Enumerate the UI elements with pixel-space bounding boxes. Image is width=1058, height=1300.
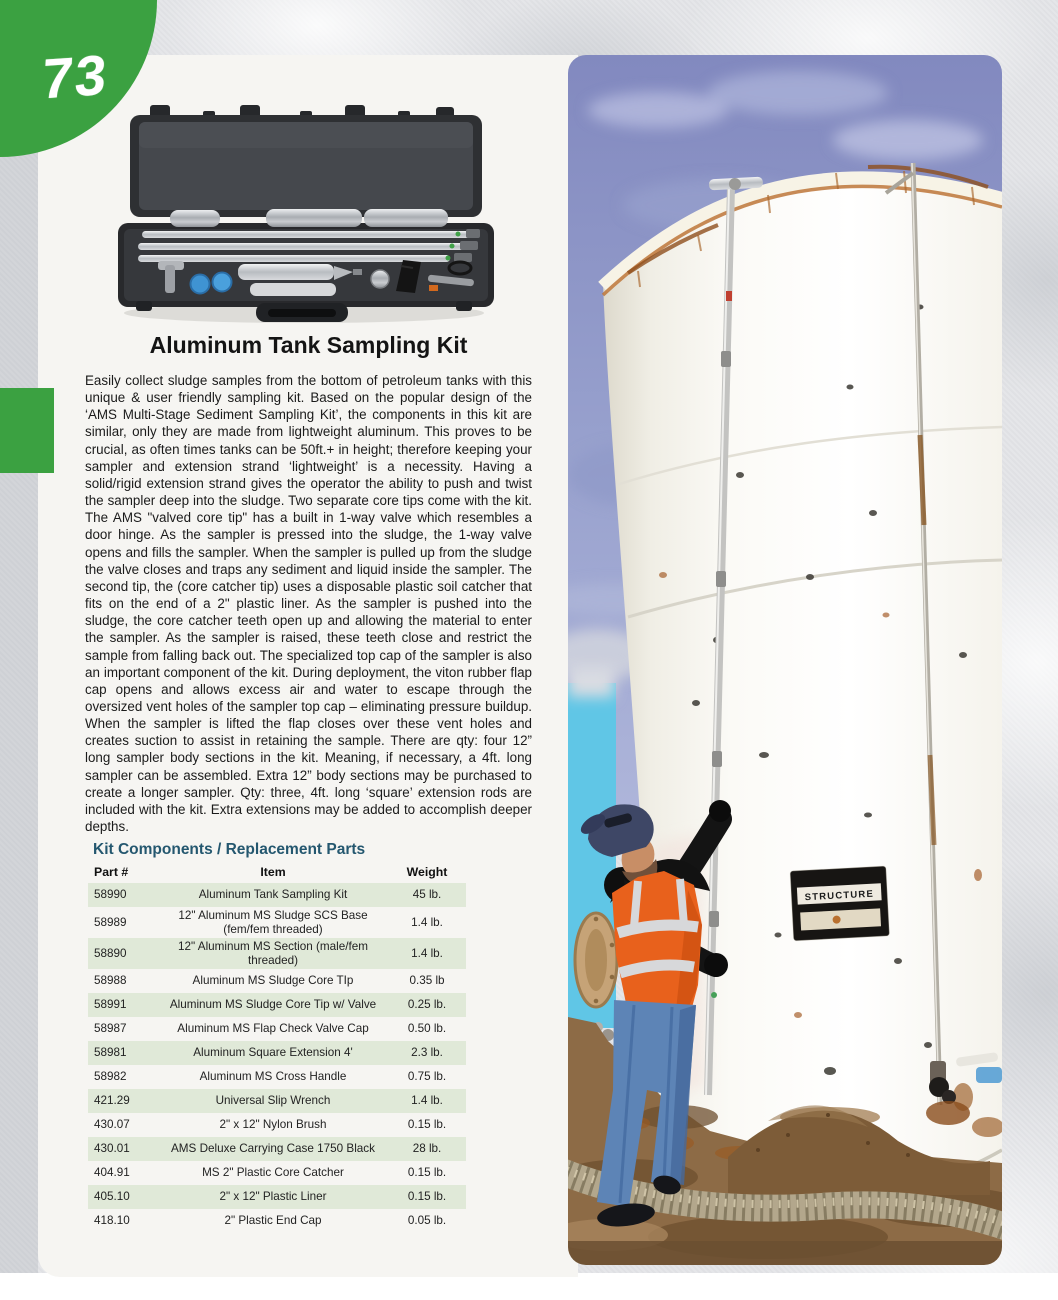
table-row <box>88 969 466 993</box>
table-row <box>88 1113 466 1137</box>
cell-weight: 0.15 lb. <box>407 1118 447 1132</box>
cell-item: Aluminum Tank Sampling Kit <box>198 888 348 902</box>
parts-table <box>88 863 466 1233</box>
cell-part: 58987 <box>94 1022 127 1036</box>
page-number: 73 <box>39 42 111 111</box>
cell-weight: 1.4 lb. <box>411 1094 443 1108</box>
table-row <box>88 1017 466 1041</box>
section-tab <box>0 388 54 473</box>
cell-item: 2" x 12" Plastic Liner <box>219 1190 327 1204</box>
cell-item: Aluminum Square Extension 4' <box>193 1046 353 1060</box>
cell-part: 58981 <box>94 1046 127 1060</box>
components-heading: Kit Components / Replacement Parts <box>93 841 366 858</box>
cell-item: AMS Deluxe Carrying Case 1750 Black <box>171 1142 375 1156</box>
cell-item: Aluminum MS Cross Handle <box>199 1070 347 1084</box>
structure-sign-label: STRUCTURE <box>804 888 875 904</box>
worker-glove <box>704 953 728 977</box>
cell-weight: 1.4 lb. <box>411 915 443 929</box>
table-row <box>88 993 466 1017</box>
cell-weight: 28 lb. <box>412 1142 442 1156</box>
table-row <box>88 1161 466 1185</box>
cell-weight: 0.35 lb <box>409 974 445 988</box>
tank-sampling-photo <box>568 55 1002 1265</box>
worker-glove <box>709 800 731 822</box>
table-row <box>88 938 466 969</box>
cell-part: 418.10 <box>94 1214 130 1228</box>
cell-item: Aluminum MS Sludge Core TIp <box>192 974 354 988</box>
cell-part: 58991 <box>94 998 127 1012</box>
cell-item: MS 2" Plastic Core Catcher <box>202 1166 344 1180</box>
cell-part: 58890 <box>94 946 127 960</box>
cell-weight: 0.15 lb. <box>407 1166 447 1180</box>
cell-weight: 2.3 lb. <box>411 1046 443 1060</box>
product-title: Aluminum Tank Sampling Kit <box>149 332 468 358</box>
cell-weight: 1.4 lb. <box>411 946 443 960</box>
column-header-item: Item <box>260 865 286 879</box>
cell-item: 12" Aluminum MS Sludge SCS Base (fem/fem threaded) <box>178 909 368 936</box>
table-row <box>88 1137 466 1161</box>
cell-part: 421.29 <box>94 1094 130 1108</box>
cell-part: 430.07 <box>94 1118 130 1132</box>
cell-weight: 0.75 lb. <box>407 1070 447 1084</box>
parts-table-header <box>88 863 466 883</box>
left-margin-band <box>0 0 38 1273</box>
cell-part: 404.91 <box>94 1166 130 1180</box>
parts-table-body <box>88 883 466 1233</box>
column-header-part: Part # <box>94 865 129 879</box>
cell-item: 2" Plastic End Cap <box>224 1214 322 1228</box>
table-row <box>88 1185 466 1209</box>
table-row <box>88 1209 466 1233</box>
cell-item: Aluminum MS Flap Check Valve Cap <box>177 1022 369 1036</box>
cell-part: 405.10 <box>94 1190 130 1204</box>
structure-sign <box>790 866 890 941</box>
cell-weight: 45 lb. <box>412 888 442 902</box>
cell-item: 2" x 12" Nylon Brush <box>219 1118 327 1132</box>
table-row <box>88 1065 466 1089</box>
cell-part: 58988 <box>94 974 127 988</box>
pipe-flange <box>575 913 617 1007</box>
kit-case-photo <box>108 103 500 327</box>
cell-weight: 0.15 lb. <box>407 1190 447 1204</box>
safety-vest <box>612 871 702 1015</box>
cell-weight: 0.25 lb. <box>407 998 447 1012</box>
column-header-weight: Weight <box>406 865 448 879</box>
cell-item: Aluminum MS Sludge Core Tip w/ Valve <box>169 998 377 1012</box>
cell-part: 58989 <box>94 915 127 929</box>
table-row <box>88 907 466 938</box>
product-description: Easily collect sludge samples from the bottom of petroleum tanks with this unique & user friendly sampling kit. Based on the popular design of the ‘AMS Multi-Stage Sediment Sampling Kit’, the components in this kit are similar, only they are made from lightweight aluminum. This proves to be crucial, as often times tanks can be 50ft.+ in height; therefore keeping your sampler and extension strand ‘lightweight’ is a necessity. Having a solid/rigid extension strand gives the operator the ability to push and twist the sampler deep into the sludge. Two separate core tips come with the kit. The AMS "valved core tip" has a built in 1-way valve which resembles a door hinge. As the sampler is pressed into the sludge, the 1-way valve opens and fills the sampler. When the sampler is pulled up from the sludge the valve closes and traps any sediment and liquid inside the sampler. The second tip, the (core catcher tip) uses a disposable plastic soil catcher that fits on the end of a 2" plastic liner. As the sampler is pushed into the sludge, the core catcher teeth open up and allowing the material to enter the sampler. As the sampler is raised, these teeth close and restrict the sample from falling back out. The specialized top cap of the sampler is also an important component of the kit. During deployment, the viton rubber flap cap opens and allows excess air and water to escape through the oversized vent holes of the sampler top cap – eliminating pressure buildup. When the sampler is lifted the flap closes over these vent holes and creates suction to assist in retaining the sample. There are qty: four 12” long sampler body sections in the kit. Meaning, if necessary, a 4ft. long sampler can be assembled. Extra 12” body sections may be purchased to create a longer sampler. Qty: three, 4ft. long ‘square’ extension rods are included with the kit. Extra extensions may be added to accomplish deeper depths. <box>85 373 532 835</box>
cell-weight: 0.50 lb. <box>407 1022 447 1036</box>
table-row <box>88 883 466 907</box>
cell-part: 58990 <box>94 888 127 902</box>
cell-item: Universal Slip Wrench <box>215 1094 331 1108</box>
cell-part: 430.01 <box>94 1142 130 1156</box>
cell-part: 58982 <box>94 1070 127 1084</box>
cell-item: 12" Aluminum MS Section (male/fem threaded) <box>178 940 368 967</box>
table-row <box>88 1041 466 1065</box>
table-row <box>88 1089 466 1113</box>
cell-weight: 0.05 lb. <box>407 1214 447 1228</box>
